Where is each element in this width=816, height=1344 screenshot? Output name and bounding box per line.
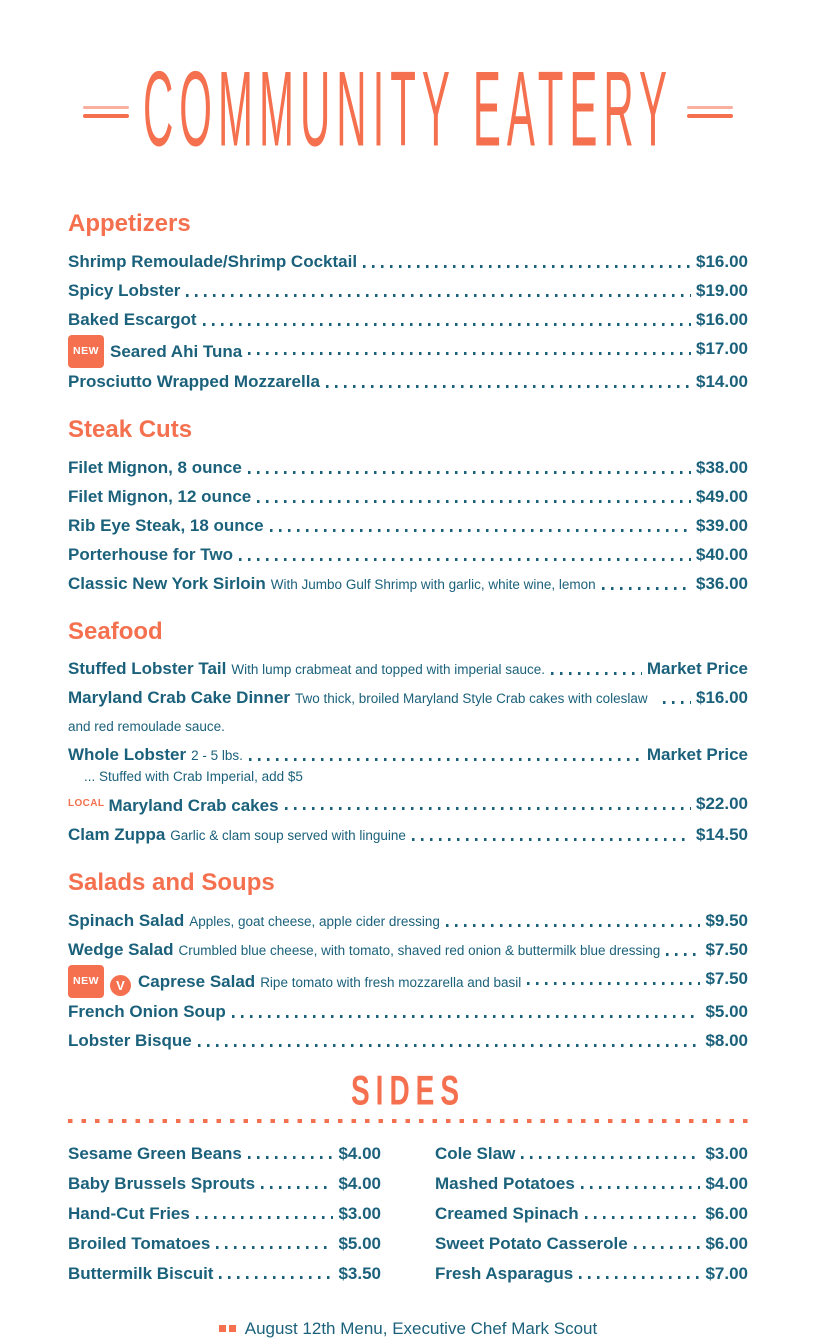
- menu-item-row: [435, 1259, 748, 1289]
- dotted-leader: [579, 1276, 700, 1279]
- item-price: $39.00: [696, 515, 748, 535]
- section-heading: Seafood: [68, 617, 163, 645]
- item-text: [68, 512, 264, 541]
- item-price: $16.00: [696, 251, 748, 271]
- menu-item: [435, 1199, 748, 1229]
- item-text: [435, 1229, 628, 1259]
- item-text: [68, 741, 243, 770]
- menu-body: [68, 210, 748, 1056]
- dotted-leader: [216, 1246, 333, 1249]
- section-items: [68, 248, 748, 397]
- menu-item-row: [68, 907, 748, 936]
- menu-item-row: [68, 570, 748, 599]
- item-price: $7.50: [705, 969, 748, 989]
- menu-item: [68, 306, 748, 335]
- menu-item-row: [68, 306, 748, 335]
- item-name: Maryland Crab cakes: [108, 796, 279, 816]
- menu-item-row: [68, 277, 748, 306]
- item-text: [68, 821, 406, 850]
- item-text: [68, 335, 242, 368]
- menu-item: [68, 821, 748, 850]
- item-name: Caprese Salad: [138, 972, 256, 992]
- sides-heading-wrap: [68, 1067, 748, 1114]
- item-description: With lump crabmeat and topped with imperial sauce.: [231, 662, 546, 678]
- menu-item-row: [68, 248, 748, 277]
- item-name: Whole Lobster: [68, 745, 187, 765]
- dotted-leader: [285, 807, 691, 810]
- item-text: [68, 1229, 210, 1259]
- dotted-leader: [203, 323, 692, 326]
- menu-section: [68, 869, 748, 1056]
- item-name: Filet Mignon, 8 ounce: [68, 457, 242, 477]
- menu-item-row: [68, 541, 748, 570]
- item-name: Prosciutto Wrapped Mozzarella: [68, 371, 320, 391]
- dotted-leader: [412, 838, 691, 841]
- sides-heading: SIDES: [350, 1067, 466, 1114]
- menu-item: [68, 684, 748, 741]
- menu-item: [68, 368, 748, 397]
- dotted-leader: [666, 953, 700, 956]
- item-name: Lobster Bisque: [68, 1031, 192, 1051]
- sides-section: [68, 1067, 748, 1289]
- menu-item-row: [68, 821, 748, 850]
- menu-item: [68, 483, 748, 512]
- dotted-leader: [527, 982, 700, 985]
- item-name: Seared Ahi Tuna: [110, 341, 243, 361]
- dotted-leader: [602, 587, 691, 590]
- item-name: Spinach Salad: [68, 911, 185, 931]
- dotted-leader: [581, 1186, 701, 1189]
- menu-item-row: [68, 1027, 748, 1056]
- item-price: $3.00: [338, 1204, 381, 1224]
- dotted-leader: [249, 758, 642, 761]
- dotted-leader: [248, 471, 691, 474]
- menu-item-row: [68, 998, 748, 1027]
- menu-section: [68, 210, 748, 397]
- item-price: $5.00: [338, 1234, 381, 1254]
- item-name: Baby Brussels Sprouts: [68, 1174, 256, 1194]
- item-name: Creamed Spinach: [435, 1204, 579, 1224]
- item-text: [435, 1259, 573, 1289]
- item-price: $9.50: [705, 911, 748, 931]
- menu-item: [68, 1139, 381, 1169]
- dotted-leader: [521, 1156, 700, 1159]
- item-price: $19.00: [696, 280, 748, 300]
- menu-item: [68, 936, 748, 965]
- dotted-leader: [257, 500, 691, 503]
- item-price: $5.00: [705, 1002, 748, 1022]
- menu-item-row: [435, 1169, 748, 1199]
- menu-item-row: [68, 936, 748, 965]
- section-heading: Salads and Soups: [68, 869, 275, 897]
- item-text: [435, 1169, 575, 1199]
- dotted-leader: [261, 1186, 333, 1189]
- local-badge: LOCAL: [68, 798, 105, 810]
- title-decoration-left-icon: [83, 106, 129, 118]
- dotted-leader: [326, 385, 691, 388]
- menu-item: [68, 790, 748, 821]
- menu-item: [68, 741, 748, 786]
- item-price: $17.00: [696, 338, 748, 358]
- section-heading: Appetizers: [68, 210, 191, 237]
- item-text: [68, 1139, 242, 1169]
- item-price: $14.50: [696, 825, 748, 845]
- item-name: Fresh Asparagus: [435, 1264, 574, 1284]
- masthead: [68, 44, 748, 176]
- menu-item: [68, 1027, 748, 1056]
- menu-item-row: [68, 335, 748, 368]
- menu-item: [68, 965, 748, 998]
- menu-item: [68, 248, 748, 277]
- menu-item: [68, 277, 748, 306]
- item-name: Mashed Potatoes: [435, 1174, 575, 1194]
- item-price: $38.00: [696, 457, 748, 477]
- menu-item: [435, 1259, 748, 1289]
- item-text: [68, 1259, 213, 1289]
- item-price: $3.00: [705, 1144, 748, 1164]
- item-price: $22.00: [696, 794, 748, 814]
- menu-item: [68, 1259, 381, 1289]
- item-price: $49.00: [696, 486, 748, 506]
- item-text: [68, 1199, 190, 1229]
- menu-item-row: [68, 1259, 381, 1289]
- dotted-leader: [663, 701, 691, 704]
- restaurant-title: COMMUNITY EATERY: [142, 48, 674, 169]
- menu-item: [435, 1139, 748, 1169]
- menu-item-row: [68, 655, 748, 684]
- item-description: Two thick, broiled Maryland Style Crab cakes with coleslaw and red remoulade sauce.: [68, 691, 648, 735]
- item-text: [68, 454, 242, 483]
- menu-item: [435, 1169, 748, 1199]
- item-badges: [68, 798, 108, 815]
- dotted-leader: [219, 1276, 333, 1279]
- menu-item-row: [435, 1229, 748, 1259]
- menu-item: [435, 1229, 748, 1259]
- dotted-leader: [198, 1044, 701, 1047]
- item-text: [68, 655, 545, 684]
- menu-item: [68, 541, 748, 570]
- menu-item-row: [68, 512, 748, 541]
- dotted-leader: [239, 558, 691, 561]
- item-text: [435, 1139, 515, 1169]
- menu-item: [68, 570, 748, 599]
- dotted-leader: [634, 1246, 701, 1249]
- item-description: Ripe tomato with fresh mozzarella and basil: [260, 975, 522, 991]
- item-price: $3.50: [338, 1264, 381, 1284]
- item-price: $7.50: [705, 940, 748, 960]
- item-text: [68, 277, 180, 306]
- dotted-leader: [446, 924, 701, 927]
- menu-item-row: [68, 1169, 381, 1199]
- item-name: Rib Eye Steak, 18 ounce: [68, 515, 264, 535]
- menu-item: [68, 1199, 381, 1229]
- item-name: Maryland Crab Cake Dinner: [68, 688, 291, 708]
- item-text: [68, 483, 251, 512]
- item-name: Shrimp Remoulade/Shrimp Cocktail: [68, 251, 358, 271]
- title-decoration-right-icon: [687, 106, 733, 118]
- item-name: Hand-Cut Fries: [68, 1204, 190, 1224]
- item-name: Cole Slaw: [435, 1144, 516, 1164]
- dotted-leader: [585, 1216, 701, 1219]
- item-name: Baked Escargot: [68, 309, 197, 329]
- item-name: Sesame Green Beans: [68, 1144, 242, 1164]
- item-text: [68, 1169, 255, 1199]
- item-description: Crumbled blue cheese, with tomato, shaved red onion & buttermilk blue dressing: [178, 943, 661, 959]
- item-text: [68, 248, 357, 277]
- item-price: $8.00: [705, 1031, 748, 1051]
- dotted-leader: [248, 1156, 334, 1159]
- item-price: $4.00: [705, 1174, 748, 1194]
- item-description: Apples, goat cheese, apple cider dressing: [189, 914, 440, 930]
- item-text: [68, 684, 657, 741]
- menu-item: [68, 655, 748, 684]
- item-price: $7.00: [705, 1264, 748, 1284]
- item-text: [68, 1027, 192, 1056]
- item-badges: [68, 974, 138, 994]
- menu-item-row: [68, 1199, 381, 1229]
- item-name: Classic New York Sirloin: [68, 573, 266, 593]
- item-text: [68, 368, 320, 397]
- item-price: $16.00: [696, 309, 748, 329]
- menu-item-row: [435, 1199, 748, 1229]
- menu-footer: [68, 1319, 748, 1339]
- item-name: Porterhouse for Two: [68, 544, 233, 564]
- footer-bullet-icon: [219, 1325, 226, 1332]
- dotted-leader: [196, 1216, 334, 1219]
- item-price: $40.00: [696, 544, 748, 564]
- item-note: ... Stuffed with Crab Imperial, add $5: [84, 769, 303, 785]
- menu-item: [68, 1169, 381, 1199]
- item-name: Stuffed Lobster Tail: [68, 659, 227, 679]
- section-items: [68, 454, 748, 599]
- item-badges: [68, 344, 110, 361]
- dotted-leader: [232, 1015, 701, 1018]
- menu-item-row: [435, 1139, 748, 1169]
- menu-item: [68, 1229, 381, 1259]
- item-name: Sweet Potato Casserole: [435, 1234, 628, 1254]
- menu-item-row: [68, 741, 748, 770]
- sides-columns: [68, 1139, 748, 1289]
- item-text: [435, 1199, 579, 1229]
- item-name: Wedge Salad: [68, 940, 174, 960]
- item-name: Spicy Lobster: [68, 280, 181, 300]
- section-items: [68, 655, 748, 850]
- section-heading: Steak Cuts: [68, 415, 193, 443]
- dotted-leader: [363, 265, 691, 268]
- dotted-leader: [270, 529, 691, 532]
- dotted-leader: [551, 672, 642, 675]
- menu-item-row: [68, 454, 748, 483]
- menu-item: [68, 512, 748, 541]
- item-text: [68, 936, 660, 965]
- sides-column: [68, 1139, 381, 1289]
- menu-item: [68, 454, 748, 483]
- item-text: [68, 570, 596, 599]
- sides-column: [435, 1139, 748, 1289]
- vegetarian-icon: V: [110, 975, 131, 996]
- item-description: Garlic & clam soup served with linguine: [170, 828, 406, 844]
- item-name: Buttermilk Biscuit: [68, 1264, 214, 1284]
- menu-item-row: [68, 483, 748, 512]
- item-price: $36.00: [696, 573, 748, 593]
- section-items: [68, 907, 748, 1056]
- item-name: French Onion Soup: [68, 1002, 226, 1022]
- item-price: Market Price: [646, 659, 748, 679]
- dotted-leader: [248, 352, 691, 355]
- menu-item: [68, 998, 748, 1027]
- new-badge: NEW: [68, 965, 104, 998]
- menu-item: [68, 907, 748, 936]
- menu-item: [68, 335, 748, 368]
- footer-bullet-icon: [229, 1325, 236, 1332]
- item-name: Filet Mignon, 12 ounce: [68, 486, 252, 506]
- footer-text: August 12th Menu, Executive Chef Mark Scout: [244, 1319, 598, 1339]
- item-price: $6.00: [705, 1234, 748, 1254]
- item-text: [68, 306, 197, 335]
- item-name: Clam Zuppa: [68, 825, 166, 845]
- menu-section: [68, 618, 748, 851]
- menu-item-row: [68, 790, 748, 821]
- item-text: [68, 907, 440, 936]
- item-price: $16.00: [696, 688, 748, 708]
- item-price: $14.00: [696, 371, 748, 391]
- menu-item-row: [68, 965, 748, 998]
- dotted-divider: [68, 1119, 748, 1123]
- item-description: With Jumbo Gulf Shrimp with garlic, white wine, lemon: [270, 576, 596, 592]
- item-text: [68, 998, 226, 1027]
- item-price: $4.00: [338, 1174, 381, 1194]
- item-name: Broiled Tomatoes: [68, 1234, 211, 1254]
- menu-item-row: [68, 1229, 381, 1259]
- dotted-leader: [186, 294, 691, 297]
- item-text: [68, 965, 521, 998]
- menu-item-row: [68, 368, 748, 397]
- menu-section: [68, 416, 748, 599]
- item-text: [68, 790, 279, 821]
- item-price: $4.00: [338, 1144, 381, 1164]
- menu-item-row: [68, 1139, 381, 1169]
- item-text: [68, 541, 233, 570]
- new-badge: NEW: [68, 335, 104, 368]
- item-price: $6.00: [705, 1204, 748, 1224]
- menu-item-row: [68, 684, 748, 741]
- item-description: 2 - 5 lbs.: [191, 748, 243, 764]
- item-price: Market Price: [646, 745, 748, 765]
